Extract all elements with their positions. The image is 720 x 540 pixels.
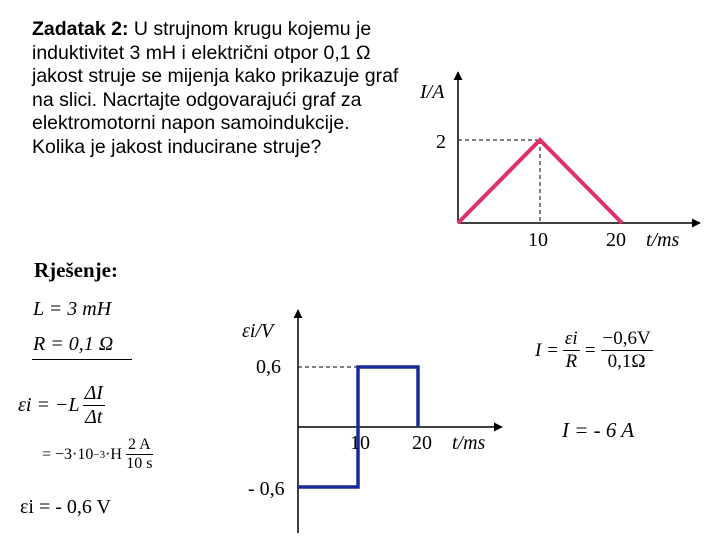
current-x-tick-10: 10 [528,229,548,251]
calc-numerator: 2 A [127,436,151,453]
given-resistance: R = 0,1 Ω [33,333,114,355]
current-x-tick-20: 20 [606,229,626,251]
emf-y-tick-neg: - 0,6 [248,478,285,500]
calc-lhs: = −3·10 [42,445,94,463]
emf-numerator: ΔI [84,382,103,404]
solution-label: Rješenje: [34,258,118,282]
current-num-2: −0,6V [602,328,651,349]
emf-x-label: t/ms [452,432,486,454]
current-fraction-2 [601,328,653,373]
given-divider [32,359,132,360]
calc-denominator: 10 s [126,455,153,472]
emf-lhs: εi = −L [18,394,80,416]
calc-exponent: −3 [93,448,106,461]
current-equals: = [583,339,597,361]
current-x-label: t/ms [646,229,680,251]
current-num-1: εi [564,328,578,349]
current-den-2: 0,1Ω [607,351,646,372]
emf-formula [18,382,105,429]
emf-y-label: εi/V [242,320,274,342]
current-den-1: R [565,351,578,372]
given-inductance: L = 3 mH [33,298,112,320]
task-statement [32,18,402,159]
emf-graph [240,305,510,540]
current-fraction-1 [563,328,580,373]
current-result: I = - 6 A [562,418,635,442]
task-text: U strujnom krugu kojemu je induktivitet 3 mH i električni otpor 0,1 Ω jakost struje se mijenja kako prikazuje graf na slici. Nacrtajte odgovarajući graf za elektromotorni napon samoindukcije. Kolika je jakost inducirane struje? [32,18,399,158]
emf-x-tick-20: 20 [412,432,432,454]
calc-unit: ·H [105,445,122,463]
emf-calculation [42,436,153,473]
current-lhs: I = [535,339,559,361]
emf-result: εi = - 0,6 V [20,496,111,518]
calc-fraction [126,436,153,473]
emf-y-tick-pos: 0,6 [256,356,281,378]
current-y-label: I/A [420,81,445,103]
emf-denominator: Δt [85,406,103,428]
current-formula [535,328,653,373]
current-graph [400,60,710,260]
emf-x-tick-10: 10 [350,432,370,454]
task-heading: Zadatak 2: [32,18,129,40]
emf-fraction [83,382,105,429]
current-y-tick-2: 2 [436,131,446,153]
